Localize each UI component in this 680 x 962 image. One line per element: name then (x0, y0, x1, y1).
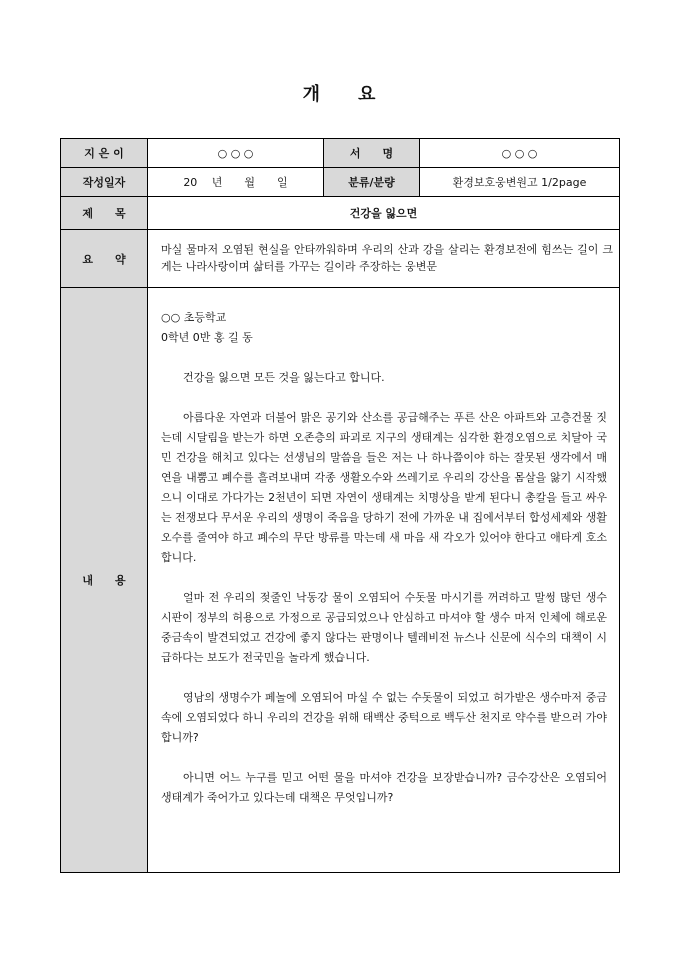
student-line: 0학년 0반 홍 길 동 (161, 331, 253, 344)
subject-value: 건강을 잃으면 (148, 197, 620, 230)
paragraph: 영남의 생명수가 페놀에 오염되어 마실 수 없는 수돗물이 되었고 허가받은 생수마저 중금속에 오염되었다 하니 우리의 건강을 위해 태백산 중턱으로 백두산 천지로 약수를 받으러 가야 합니까? (161, 691, 607, 744)
author-label: 지 은 이 (61, 139, 148, 168)
content-row (61, 288, 620, 873)
subject-row (61, 197, 620, 230)
paragraph: 얼마 전 우리의 젖줄인 낙동강 물이 오염되어 수돗물 마시기를 꺼려하고 말썽 많던 생수 시판이 정부의 허용으로 가정으로 공급되었으나 안심하고 마셔야 할 생수 마저 인체에 해로운 중금속이 발견되었고 건강에 좋지 않다는 판명이나 텔레비전 뉴스나 신문에 식수의 대책이 시급하다는 보도가 전국민을 놀라게 했습니다. (161, 591, 607, 664)
subject-label: 제 목 (61, 197, 148, 230)
book-name-value: ○ ○ ○ (420, 139, 620, 168)
overview-table (60, 138, 620, 873)
summary-text: 마실 물마저 오염된 현실을 안타까워하며 우리의 산과 강을 살리는 환경보전에 힘쓰는 길이 크게는 나라사랑이며 삶터를 가꾸는 길이라 주장하는 웅변문 (148, 230, 620, 288)
paragraph: 건강을 잃으면 모든 것을 잃는다고 합니다. (183, 371, 385, 384)
title-part-1: 개 (302, 84, 322, 105)
paragraph: 아니면 어느 누구를 믿고 어떤 물을 마셔야 건강을 보장받습니까? 금수강산은 오염되어 생태계가 죽어가고 있다는데 대책은 무엇입니까? (161, 771, 607, 804)
date-label: 작성일자 (61, 168, 148, 197)
content-body (148, 288, 620, 873)
content-label: 내 용 (61, 288, 148, 873)
paragraph: 아름다운 자연과 더불어 맑은 공기와 산소를 공급해주는 푸른 산은 아파트와 고층건물 짓는데 시달림을 받는가 하면 오존층의 파괴로 지구의 생태계는 심각한 환경오염으로 치달아 국민 건강을 해치고 있다는 선생님의 말씀을 들은 저는 나 하나쯤이야 하는 잘못된 생각에서 매연을 내뿜고 폐수를 흘려보내며 각종 생활오수와 쓰레기로 우리의 강산을 몸살을 앓기 시작했으니 이대로 가다가는 2천년이 되면 자연이 생태계는 치명상을 받게 된다니 총칼을 들고 싸우는 전쟁보다 무서운 우리의 생명이 죽음을 당하기 전에 가까운 내 집에서부터 합성세제와 생활오수를 줄여야 하고 폐수의 무단 방류를 막는데 새 마음 새 각오가 있어야 한다고 애타게 호소합니다. (161, 411, 607, 564)
date-row (61, 168, 620, 197)
school-line: ○○ 초등학교 (161, 311, 227, 324)
category-label: 분류/분량 (324, 168, 420, 197)
category-value: 환경보호웅변원고 1/2page (420, 168, 620, 197)
date-value: 20 년 월 일 (148, 168, 324, 197)
author-value: ○ ○ ○ (148, 139, 324, 168)
book-name-label: 서 명 (324, 139, 420, 168)
summary-row (61, 230, 620, 288)
author-row (61, 139, 620, 168)
summary-label: 요 약 (61, 230, 148, 288)
page-title (0, 80, 680, 106)
title-part-2: 요 (358, 84, 378, 105)
